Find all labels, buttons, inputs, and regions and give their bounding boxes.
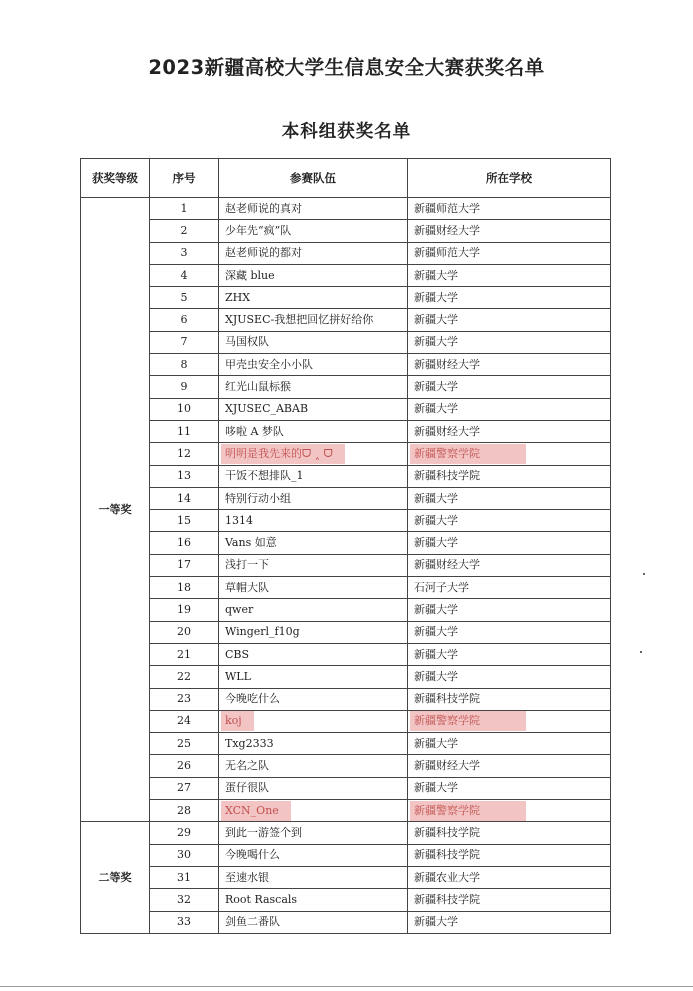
table-row [81, 198, 611, 220]
school-cell [408, 220, 611, 242]
team-name: 红光山鼠标猴 [225, 380, 291, 394]
school-cell [408, 331, 611, 353]
school-name: 新疆大学 [414, 402, 458, 416]
row-number-cell: 12 [150, 443, 219, 465]
table-row [81, 376, 611, 398]
team-name: Root Rascals [225, 892, 298, 906]
school-name: 新疆财经大学 [414, 558, 480, 572]
school-cell [408, 554, 611, 576]
document-subtitle: 本科组获奖名单 [281, 122, 412, 142]
row-number-cell: 9 [150, 376, 219, 398]
school-cell [408, 777, 611, 799]
school-cell [408, 376, 611, 398]
row-number-cell: 22 [150, 666, 219, 688]
team-cell [219, 844, 408, 866]
row-number-cell: 32 [150, 889, 219, 911]
table-row [81, 866, 611, 888]
row-number-cell: 18 [150, 577, 219, 599]
row-number-cell: 7 [150, 331, 219, 353]
team-cell [219, 532, 408, 554]
row-number-cell: 5 [150, 287, 219, 309]
table-row [81, 309, 611, 331]
school-cell [408, 621, 611, 643]
team-name: 剑鱼二番队 [225, 915, 280, 929]
row-number-cell: 11 [150, 420, 219, 442]
team-cell [219, 354, 408, 376]
team-name: CBS [225, 647, 250, 661]
team-cell [219, 376, 408, 398]
school-cell [408, 398, 611, 420]
school-name: 新疆大学 [414, 669, 458, 683]
school-name: 新疆师范大学 [414, 246, 480, 260]
team-cell [219, 688, 408, 710]
table-row [81, 755, 611, 777]
school-name: 新疆警察学院 [410, 444, 526, 464]
school-name: 新疆大学 [414, 736, 458, 750]
table-row [81, 398, 611, 420]
table-row [81, 844, 611, 866]
team-cell [219, 510, 408, 532]
row-number-cell: 4 [150, 264, 219, 286]
row-number-cell: 23 [150, 688, 219, 710]
row-number-cell: 24 [150, 710, 219, 732]
school-cell [408, 599, 611, 621]
team-name: XCN_One [221, 801, 291, 821]
row-number-cell: 25 [150, 733, 219, 755]
team-cell [219, 420, 408, 442]
table-row [81, 443, 611, 465]
team-name: 今晚吃什么 [225, 692, 280, 706]
table-row [81, 487, 611, 509]
header-school: 所在学校 [408, 159, 611, 198]
table-row [81, 242, 611, 264]
team-cell [219, 755, 408, 777]
row-number-cell: 30 [150, 844, 219, 866]
school-cell [408, 420, 611, 442]
school-cell [408, 264, 611, 286]
school-cell [408, 866, 611, 888]
team-cell [219, 666, 408, 688]
team-cell [219, 822, 408, 844]
row-number-cell: 31 [150, 866, 219, 888]
school-cell [408, 822, 611, 844]
team-name: 马国权队 [225, 335, 269, 349]
table-row [81, 220, 611, 242]
table-row [81, 264, 611, 286]
team-cell [219, 621, 408, 643]
school-name: 新疆科技学院 [414, 469, 480, 483]
table-row [81, 666, 611, 688]
school-name: 新疆大学 [414, 602, 458, 616]
school-name: 新疆科技学院 [414, 892, 480, 906]
row-number-cell: 13 [150, 465, 219, 487]
row-number-cell: 26 [150, 755, 219, 777]
team-cell [219, 577, 408, 599]
table-row [81, 889, 611, 911]
school-name: 新疆科技学院 [414, 848, 480, 862]
page-bottom-edge [0, 986, 693, 987]
row-number-cell: 2 [150, 220, 219, 242]
table-row [81, 287, 611, 309]
table-row [81, 621, 611, 643]
row-number-cell: 16 [150, 532, 219, 554]
team-cell [219, 800, 408, 822]
table-row [81, 554, 611, 576]
team-cell [219, 242, 408, 264]
row-number-cell: 33 [150, 911, 219, 933]
row-number-cell: 28 [150, 800, 219, 822]
school-cell [408, 577, 611, 599]
school-cell [408, 242, 611, 264]
school-cell [408, 755, 611, 777]
team-name: 赵老师说的真对 [225, 201, 302, 215]
school-name: 新疆大学 [414, 536, 458, 550]
team-cell [219, 599, 408, 621]
team-name: 明明是我先来的ᗜ ˰ ᗜ [221, 444, 345, 464]
table-row [81, 643, 611, 665]
team-cell [219, 554, 408, 576]
school-name: 石河子大学 [414, 580, 469, 594]
team-cell [219, 220, 408, 242]
table-row [81, 911, 611, 933]
team-cell [219, 777, 408, 799]
team-name: 至速水银 [225, 870, 269, 884]
team-name: 少年先“疯”队 [225, 223, 292, 237]
team-cell [219, 398, 408, 420]
school-name: 新疆大学 [414, 313, 458, 327]
team-name: 浅打一下 [225, 558, 269, 572]
team-cell [219, 465, 408, 487]
header-team: 参赛队伍 [219, 159, 408, 198]
school-name: 新疆警察学院 [410, 801, 526, 821]
team-name: Wingerl_f10g [225, 625, 300, 639]
team-name: 无名之队 [225, 759, 269, 773]
table-row [81, 777, 611, 799]
school-cell [408, 309, 611, 331]
header-number: 序号 [150, 159, 219, 198]
row-number-cell: 10 [150, 398, 219, 420]
school-cell [408, 510, 611, 532]
team-name: 今晚喝什么 [225, 848, 280, 862]
team-name: 1314 [225, 513, 253, 527]
school-cell [408, 800, 611, 822]
school-name: 新疆大学 [414, 491, 458, 505]
row-number-cell: 29 [150, 822, 219, 844]
row-number-cell: 27 [150, 777, 219, 799]
table-row [81, 532, 611, 554]
team-cell [219, 287, 408, 309]
row-number-cell: 20 [150, 621, 219, 643]
school-cell [408, 666, 611, 688]
team-name: koj [221, 711, 254, 731]
school-cell [408, 889, 611, 911]
team-name: XJUSEC-我想把回忆拼好给你 [225, 313, 374, 327]
table-row [81, 800, 611, 822]
school-name: 新疆财经大学 [414, 424, 480, 438]
school-cell [408, 844, 611, 866]
school-name: 新疆农业大学 [414, 870, 480, 884]
team-cell [219, 733, 408, 755]
school-name: 新疆师范大学 [414, 201, 480, 215]
row-number-cell: 8 [150, 354, 219, 376]
team-cell [219, 911, 408, 933]
team-name: 干饭不想排队_1 [225, 469, 304, 483]
team-name: WLL [225, 669, 251, 683]
table-row [81, 599, 611, 621]
team-cell [219, 443, 408, 465]
header-level: 获奖等级 [81, 159, 150, 198]
school-cell [408, 354, 611, 376]
school-name: 新疆科技学院 [414, 692, 480, 706]
award-level-cell: 二等奖 [81, 822, 150, 933]
team-cell [219, 710, 408, 732]
row-number-cell: 19 [150, 599, 219, 621]
team-cell [219, 264, 408, 286]
school-name: 新疆大学 [414, 290, 458, 304]
team-name: Txg2333 [225, 736, 274, 750]
school-name: 新疆大学 [414, 915, 458, 929]
team-name: 到此一游签个到 [225, 825, 302, 839]
team-name: qwer [225, 602, 254, 616]
table-row [81, 420, 611, 442]
school-cell [408, 911, 611, 933]
table-row [81, 822, 611, 844]
table-row [81, 577, 611, 599]
school-name: 新疆大学 [414, 647, 458, 661]
row-number-cell: 21 [150, 643, 219, 665]
row-number-cell: 17 [150, 554, 219, 576]
school-cell [408, 198, 611, 220]
team-name: 甲壳虫安全小小队 [225, 357, 313, 371]
school-cell [408, 443, 611, 465]
award-level-cell: 一等奖 [81, 198, 150, 822]
table-row [81, 510, 611, 532]
school-cell [408, 733, 611, 755]
school-name: 新疆大学 [414, 335, 458, 349]
team-cell [219, 309, 408, 331]
team-name: XJUSEC_ABAB [225, 402, 309, 416]
row-number-cell: 15 [150, 510, 219, 532]
scan-speck [643, 573, 645, 575]
school-name: 新疆财经大学 [414, 357, 480, 371]
school-name: 新疆科技学院 [414, 825, 480, 839]
table-row [81, 331, 611, 353]
school-name: 新疆大学 [414, 781, 458, 795]
school-cell [408, 487, 611, 509]
table-row [81, 710, 611, 732]
team-name: ZHX [225, 290, 251, 304]
award-table [80, 158, 611, 934]
team-name: 蛋仔很队 [225, 781, 269, 795]
table-header-row [81, 159, 611, 198]
scan-speck [640, 651, 642, 653]
school-name: 新疆警察学院 [410, 711, 526, 731]
row-number-cell: 14 [150, 487, 219, 509]
school-name: 新疆财经大学 [414, 759, 480, 773]
school-cell [408, 287, 611, 309]
table-row [81, 465, 611, 487]
school-cell [408, 710, 611, 732]
school-name: 新疆大学 [414, 513, 458, 527]
team-cell [219, 643, 408, 665]
team-cell [219, 487, 408, 509]
team-name: 草帽大队 [225, 580, 269, 594]
row-number-cell: 6 [150, 309, 219, 331]
team-cell [219, 889, 408, 911]
team-cell [219, 198, 408, 220]
team-name: 深藏 blue [225, 268, 275, 282]
school-cell [408, 643, 611, 665]
document-title: 2023新疆高校大学生信息安全大赛获奖名单 [148, 56, 545, 79]
table-row [81, 688, 611, 710]
school-name: 新疆大学 [414, 268, 458, 282]
school-cell [408, 465, 611, 487]
table-row [81, 354, 611, 376]
school-name: 新疆大学 [414, 625, 458, 639]
school-cell [408, 532, 611, 554]
row-number-cell: 1 [150, 198, 219, 220]
team-name: Vans 如意 [225, 536, 277, 550]
school-cell [408, 688, 611, 710]
team-cell [219, 331, 408, 353]
school-name: 新疆财经大学 [414, 223, 480, 237]
team-name: 特别行动小组 [225, 491, 291, 505]
team-name: 哆啦 A 梦队 [225, 424, 284, 438]
row-number-cell: 3 [150, 242, 219, 264]
table-body [81, 198, 611, 934]
school-name: 新疆大学 [414, 380, 458, 394]
team-name: 赵老师说的都对 [225, 246, 302, 260]
team-cell [219, 866, 408, 888]
table-row [81, 733, 611, 755]
